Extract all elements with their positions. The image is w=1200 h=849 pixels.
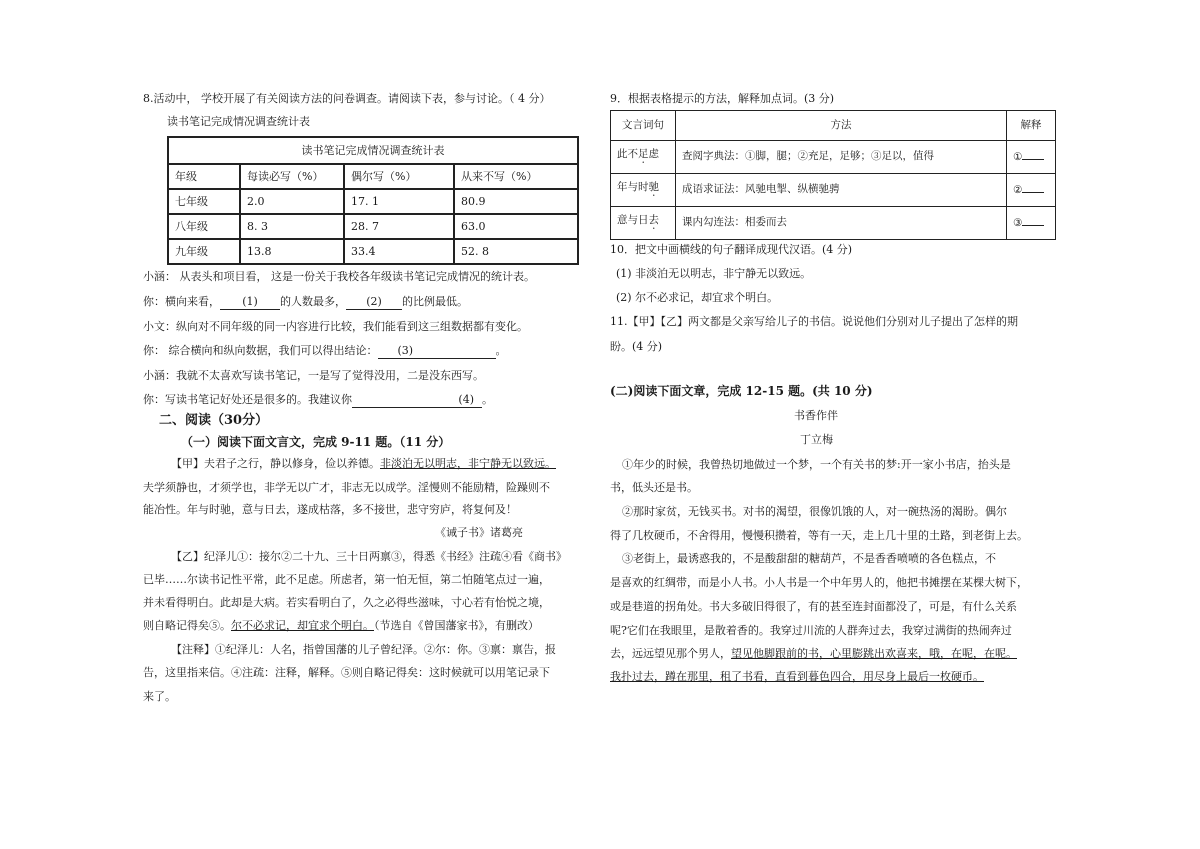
table-header-cell: 文言词句: [611, 111, 676, 141]
underlined-sentence-1: 非淡泊无以明志，非宁静无以致远。: [380, 457, 556, 470]
underlined-sentence-2: 尔不必求记，却宜求个明白。: [231, 619, 374, 632]
q10-sentence-1: (1) 非淡泊无以明志，非宁静无以致远。: [616, 267, 812, 280]
passage-text: 则自略记得矣⑤。: [143, 619, 231, 632]
dialogue-line: 小涵：我就不太喜欢写读书笔记，一是写了觉得没用，二是没东西写。: [143, 369, 484, 382]
method-table: [610, 110, 1056, 240]
answer-cell[interactable]: ①: [1007, 141, 1056, 174]
table-row: [168, 239, 578, 264]
table-cell: 查阅字典法：①脚，腿；②充足，足够；③足以，值得: [676, 141, 1007, 174]
q11-stem: 11.【甲】【乙】两文都是父亲写给儿子的书信。说说他们分别对儿子提出了怎样的期: [610, 315, 1018, 328]
table-cell: 63.0: [454, 214, 578, 239]
article-line: ③老街上，最诱惑我的，不是酸甜甜的糖葫芦，不是香香喷喷的各色糕点，不: [622, 552, 996, 565]
dialogue-line: [143, 393, 493, 408]
q9-stem: 9．根据表格提示的方法，解释加点词。(3 分): [610, 92, 835, 105]
dialogue-line: 小文：纵向对不同年级的同一内容进行比较，我们能看到这三组数据都有变化。: [143, 320, 528, 333]
table-header-row: [611, 111, 1056, 141]
subsection-title-classical: （一）阅读下面文言文，完成 9-11 题。（11 分）: [181, 435, 451, 449]
table-row: [611, 141, 1056, 174]
table-row: [168, 189, 578, 214]
passage-line: [143, 619, 539, 633]
table-cell: 2.0: [240, 189, 344, 214]
table-cell: 8. 3: [240, 214, 344, 239]
table-cell: 年与时驰: [611, 174, 676, 207]
table-cell: 此不足虑: [611, 141, 676, 174]
table-header-cell: 每读必写（%）: [240, 164, 344, 189]
table-header-cell: 方法: [676, 111, 1007, 141]
table-cell: 52. 8: [454, 239, 578, 264]
table-cell: 28. 7: [344, 214, 454, 239]
article-line: [610, 647, 1017, 661]
underlined-sentence-3: 望见他脚跟前的书，心里膨跳出欢喜来，哦，在呢，在呢。: [731, 647, 1017, 660]
passage-line: 并未看得明白。此却是大病。若实看明白了，久之必得些滋味，寸心若有怡悦之境，: [143, 596, 550, 609]
dialogue-line: [143, 295, 468, 310]
q10-stem: 10．把文中画横线的句子翻译成现代汉语。(4 分): [610, 243, 853, 256]
notes-line: 告，这里指来信。④注疏：注释，解释。⑤则自略记得矣：这时候就可以用笔记录下: [143, 666, 550, 679]
passage-text: 【甲】夫君子之行，静以修身，俭以养德。: [171, 457, 380, 470]
passage-line: 能冶性。年与时驰，意与日去，遂成枯落，多不接世，悲守穷庐，将复何及！: [143, 503, 517, 516]
article-text: 去，远远望见那个男人，: [610, 647, 731, 660]
dotted-word: 驰: [648, 181, 659, 193]
dialogue-line: [143, 344, 507, 359]
article-line: ②那时家贫，无钱买书。对书的渴望，很像饥饿的人，对一碗热汤的渴盼。偶尔: [622, 505, 1007, 518]
notes-line: 【注释】①纪泽儿：人名，指曾国藩的儿子曾纪泽。②尔：你。③禀：禀告，报: [171, 643, 556, 656]
dotted-word: 去: [648, 214, 659, 226]
table-header-cell: 解释: [1007, 111, 1056, 141]
passage-line: 夫学须静也，才须学也，非学无以广才，非志无以成学。淫慢则不能励精，险躁则不: [143, 481, 550, 494]
passage-line: 【乙】纪泽儿①：接尔②二十九、三十日两禀③，得悉《书经》注疏④看《商书》: [171, 550, 567, 563]
dialogue-text: 你： 综合横向和纵向数据，我们可以得出结论：: [143, 344, 378, 357]
survey-table-title: 读书笔记完成情况调查统计表: [168, 137, 578, 164]
table-header-cell: 偶尔写（%）: [344, 164, 454, 189]
survey-table: [167, 136, 579, 265]
answer-cell[interactable]: ③: [1007, 207, 1056, 240]
answer-cell[interactable]: ②: [1007, 174, 1056, 207]
table-header-cell: 年级: [168, 164, 240, 189]
table-cell: 课内勾连法：相委而去: [676, 207, 1007, 240]
dialogue-text: 。: [495, 344, 507, 357]
answer-blank-3[interactable]: (3): [378, 344, 496, 359]
dialogue-text: 的比例最低。: [402, 295, 468, 308]
q10-sentence-2: (2) 尔不必求记，却宜求个明白。: [616, 291, 779, 304]
article-author: 丁立梅: [800, 433, 833, 446]
answer-blank-4[interactable]: (4): [352, 393, 482, 408]
dialogue-text: 你：横向来看，: [143, 295, 220, 308]
dialogue-text: 。: [482, 393, 493, 406]
notes-line: 来了。: [143, 690, 176, 703]
answer-blank-2[interactable]: (2): [346, 295, 402, 310]
article-line: 得了几枚硬币，不舍得用，慢慢积攒着，等有一天，走上几十里的土路，到老街上去。: [610, 529, 1028, 542]
table-cell: 八年级: [168, 214, 240, 239]
article-line: ①年少的时候，我曾热切地做过一个梦，一个有关书的梦:开一家小书店，抬头是: [622, 458, 1011, 471]
dialogue-line: 小涵： 从表头和项目看， 这是一份关于我校各年级读书笔记完成情况的统计表。: [143, 270, 535, 283]
table-cell: 17. 1: [344, 189, 454, 214]
q8-stem: 8.活动中， 学校开展了有关阅读方法的问卷调查。请阅读下表，参与讨论。（ 4 分）: [143, 92, 551, 105]
article-title: 书香作伴: [794, 409, 838, 422]
dialogue-text: 的人数最多，: [280, 295, 346, 308]
table-cell: 13.8: [240, 239, 344, 264]
table-cell: 80.9: [454, 189, 578, 214]
article-line: 或是巷道的拐角处。书大多破旧得很了，有的甚至连封面都没了，可是，有什么关系: [610, 600, 1017, 613]
dialogue-text: 你：写读书笔记好处还是很多的。我建议你: [143, 393, 352, 406]
table-row: [611, 174, 1056, 207]
table-header-row: [168, 164, 578, 189]
table-cell: 七年级: [168, 189, 240, 214]
table-row: [611, 207, 1056, 240]
article-line: 呢?它们在我眼里，是散着香的。我穿过川流的人群奔过去，我穿过满街的热闹奔过: [610, 624, 1012, 637]
dotted-word: 足: [638, 148, 649, 160]
passage-line: [171, 457, 556, 471]
section-title-reading: 二、阅读（30分）: [159, 413, 269, 428]
table-cell: 意与日去: [611, 207, 676, 240]
table-header-cell: 从来不写（%）: [454, 164, 578, 189]
passage-source: （节选自《曾国藩家书》，有删改）: [374, 619, 539, 632]
q8-table-caption: 读书笔记完成情况调查统计表: [167, 115, 310, 128]
article-line: 书，低头还是书。: [610, 481, 698, 494]
table-cell: 九年级: [168, 239, 240, 264]
underlined-sentence-4: 我扑过去，蹲在那里，租了书看，直看到暮色四合，用尽身上最后一枚硬币。: [610, 670, 984, 683]
table-row: [168, 214, 578, 239]
subsection-title-modern: (二)阅读下面文章，完成 12-15 题。(共 10 分): [610, 384, 873, 398]
answer-blank-1[interactable]: (1): [220, 295, 280, 310]
article-line: 是喜欢的红绸带，而是小人书。小人书是一个中年男人的，他把书摊摆在某棵大树下，: [610, 576, 1028, 589]
table-cell: 33.4: [344, 239, 454, 264]
passage-line: 已毕……尔读书记性平常，此不足虑。所虑者，第一怕无恒，第二怕随笔点过一遍，: [143, 573, 550, 586]
q11-stem-cont: 盼。(4 分): [610, 340, 663, 353]
passage-source: 《诫子书》诸葛亮: [435, 526, 523, 539]
table-cell: 成语求证法：风驰电掣、纵横驰骋: [676, 174, 1007, 207]
